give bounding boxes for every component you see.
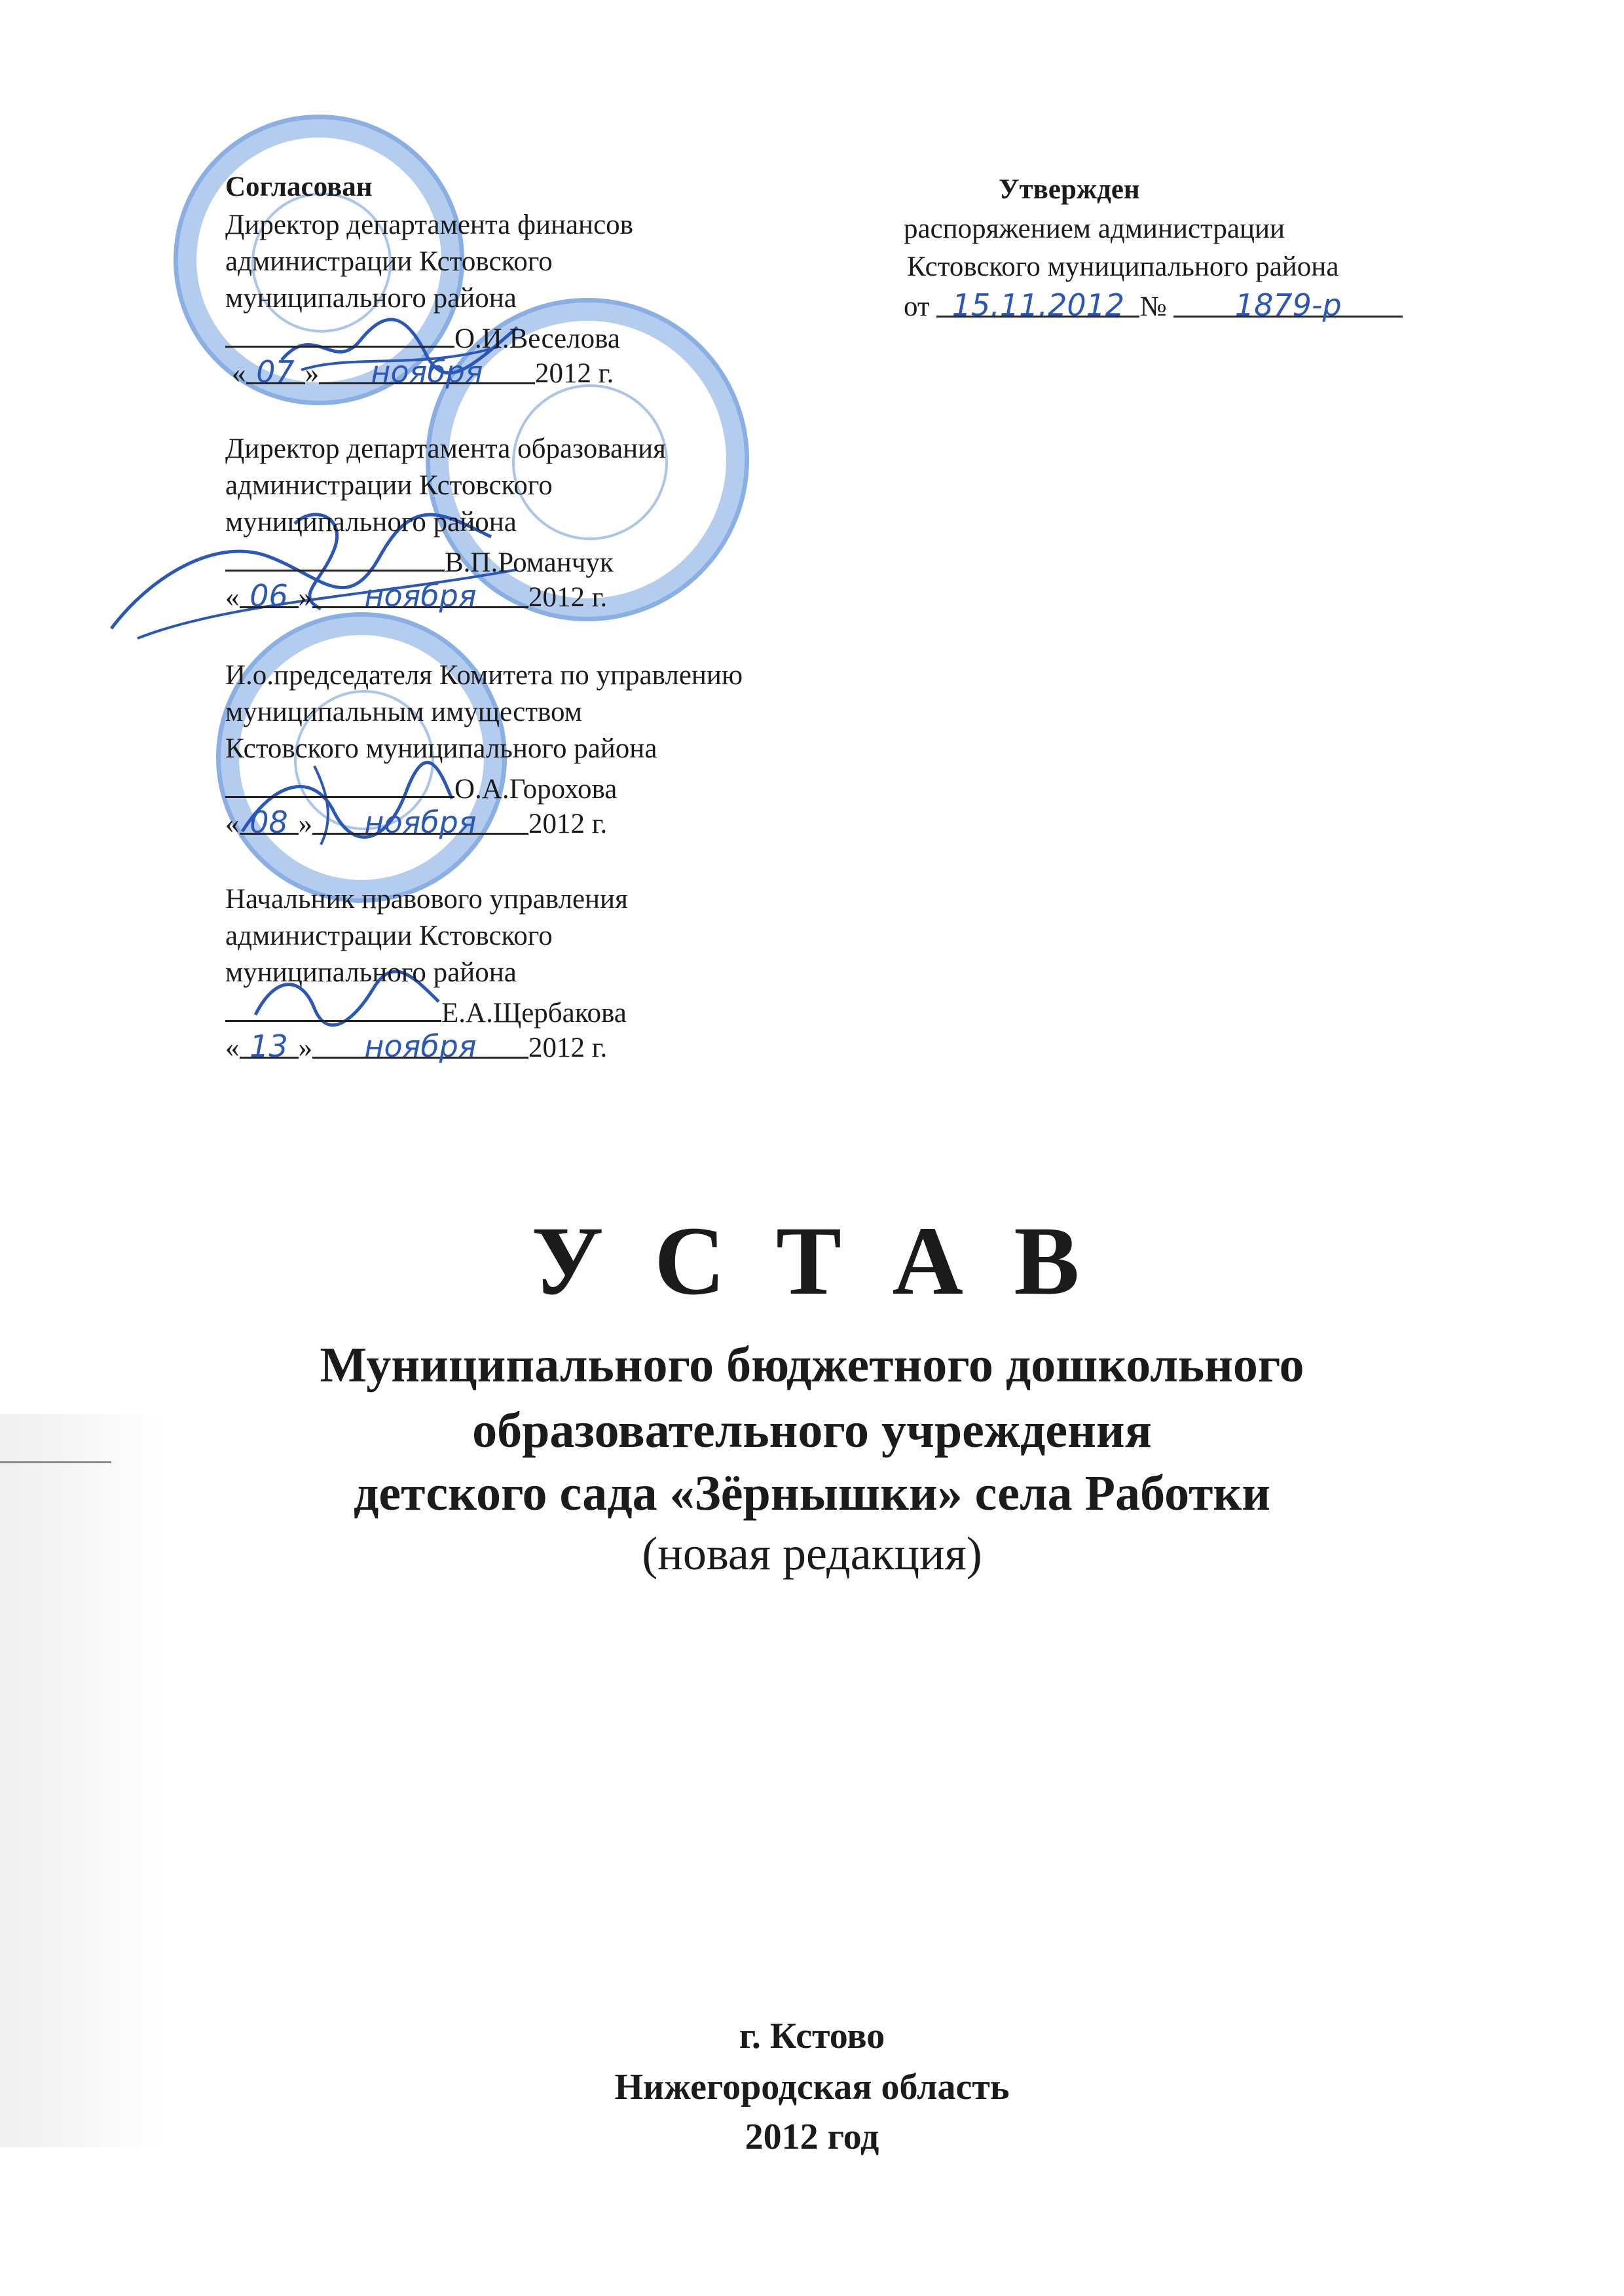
approved-date-number-line [904,287,1403,325]
date-quote-open: « [225,809,240,839]
approved-heading: Утвержден [999,174,1140,205]
approval-heading: Согласован [225,172,373,202]
legal-date-year: 2012 г. [528,1032,608,1063]
legal-hand-month: ноября [312,1028,528,1059]
date-quote-close: » [298,582,312,613]
education-position-line1: Директор департамента образования [225,433,666,464]
education-position-line3: муниципального района [225,507,517,538]
document-title: У С Т А В [531,1207,1093,1315]
legal-signatory-name: Е.А.Щербакова [441,998,627,1029]
property-position-line2: муниципальным имуществом [225,697,582,727]
institution-name-line3: детского сада «Зёрнышки» села Работки [353,1466,1271,1521]
date-quote-open: « [225,1032,240,1063]
property-signature-line [225,767,617,808]
footer-city: г. Кстово [739,2016,885,2056]
legal-hand-day: 13 [240,1028,299,1059]
approved-hand-date: 15.11.2012 [936,287,1139,318]
property-position-line1: И.о.председателя Комитета по управлению [225,660,743,691]
property-signatory-name: О.А.Горохова [454,774,618,805]
education-signature-line [225,541,614,581]
property-date-line [225,804,607,843]
date-quote-close: » [298,809,312,839]
edition-note: (новая редакция) [642,1527,982,1580]
property-position-line3: Кстовского муниципального района [225,733,657,764]
finance-position-line3: муниципального района [225,283,517,314]
property-date-year: 2012 г. [528,809,608,839]
scan-fold-line [0,1461,111,1463]
approved-hand-number: 1879-р [1173,287,1403,318]
education-date-line [225,577,607,616]
education-hand-month: ноября [312,577,528,608]
finance-hand-month: ноября [319,354,535,384]
date-quote-open: « [225,582,240,613]
date-quote-close: » [304,358,319,389]
education-signatory-name: В.П.Романчук [445,547,614,578]
legal-position-line1: Начальник правового управления [225,884,628,915]
finance-position-line1: Директор департамента финансов [225,210,633,240]
finance-date-line [232,354,614,392]
property-hand-month: ноября [312,804,528,835]
footer-region: Нижегородская область [614,2067,1010,2107]
finance-date-year: 2012 г. [535,358,614,389]
property-hand-day: 08 [240,804,299,835]
institution-name-line2: образовательного учреждения [472,1403,1152,1458]
legal-position-line2: администрации Кстовского [225,920,553,951]
finance-signature-line [225,317,620,357]
education-date-year: 2012 г. [528,582,608,613]
date-quote-close: » [298,1032,312,1063]
date-quote-open: « [232,358,246,389]
footer-year: 2012 год [745,2117,879,2157]
approved-number-label: № [1139,291,1167,322]
education-hand-day: 06 [240,577,299,608]
legal-date-line [225,1028,607,1066]
finance-signatory-name: О.И.Веселова [454,323,620,354]
legal-position-line3: муниципального района [225,957,517,988]
institution-name-line1: Муниципального бюджетного дошкольного [320,1338,1304,1393]
education-position-line2: администрации Кстовского [225,470,553,501]
approved-line1: распоряжением администрации [904,213,1285,244]
approved-from-label: от [904,291,930,322]
finance-hand-day: 07 [246,354,305,384]
legal-signature-line [225,991,627,1032]
finance-position-line2: администрации Кстовского [225,246,553,277]
approved-line2: Кстовского муниципального района [907,251,1339,282]
